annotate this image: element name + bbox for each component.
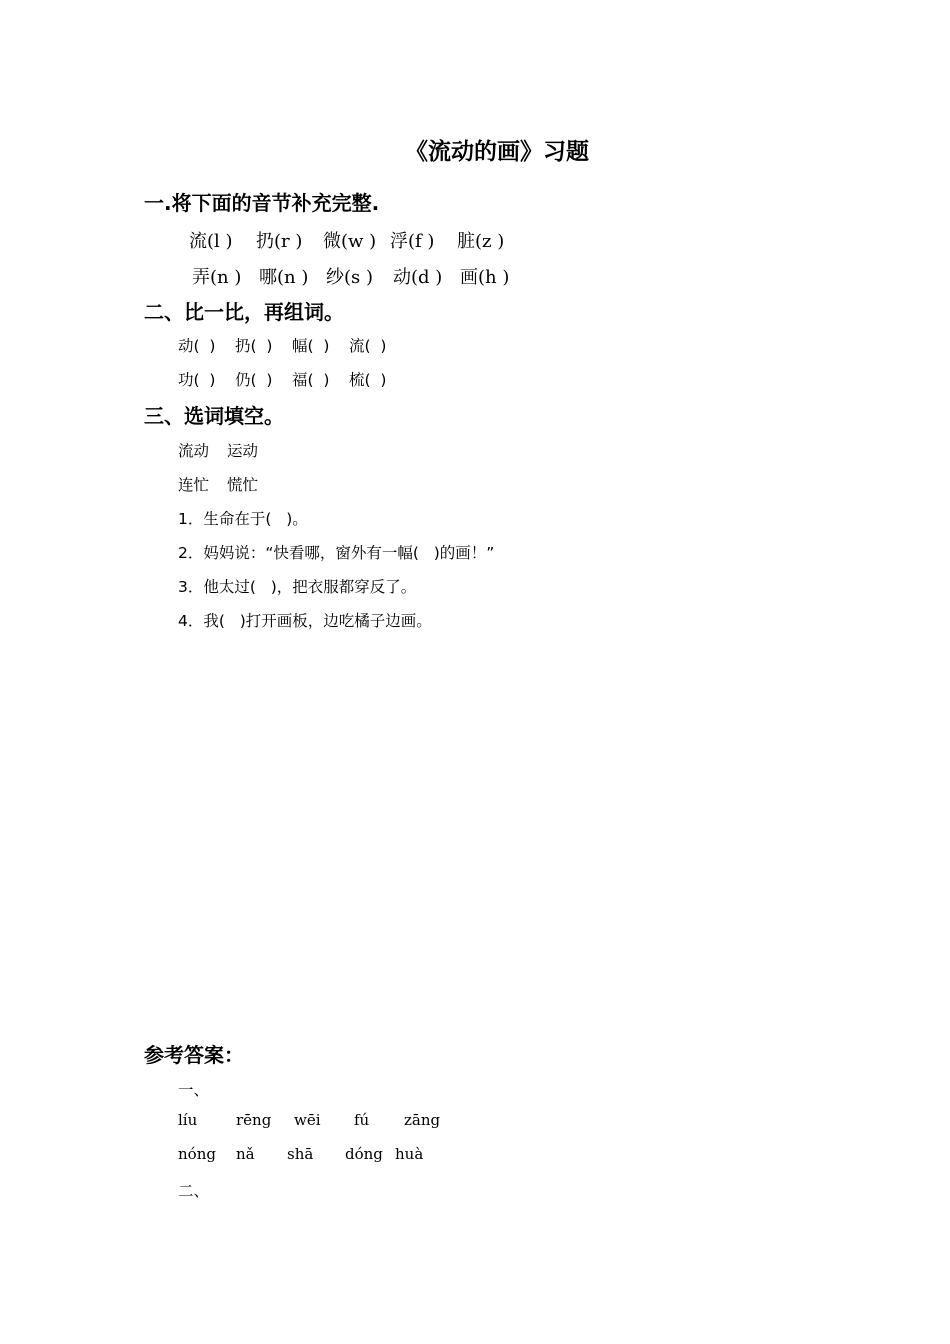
syllable-item: 哪(n ) [259, 267, 309, 288]
compare-item: 幅( ) [292, 337, 330, 355]
section2-heading: 二、比一比，再组词。 [144, 300, 344, 324]
syllable-item: 弄(n ) [192, 267, 242, 288]
compare-item: 扔( ) [235, 337, 273, 355]
syllable-item: 浮(f ) [390, 231, 435, 252]
compare-item: 梳( ) [349, 371, 387, 389]
pinyin-answer: zāng [404, 1111, 441, 1129]
question-1: 1．生命在于( )。 [178, 510, 308, 528]
syllable-item: 脏(z ) [457, 231, 505, 252]
word-option: 连忙 [178, 476, 210, 494]
syllable-item: 流(l ) [189, 231, 233, 252]
pinyin-answer: líu [178, 1111, 198, 1129]
pinyin-answer: nǎ [236, 1145, 255, 1163]
page-title: 《流动的画》习题 [405, 139, 589, 165]
section3-heading: 三、选词填空。 [144, 404, 284, 428]
compare-item: 功( ) [178, 371, 216, 389]
answers-part1-label: 一、 [178, 1081, 210, 1099]
question-2: 2．妈妈说：“快看哪，窗外有一幅( )的画！” [178, 544, 495, 562]
word-option: 运动 [227, 442, 259, 460]
pinyin-answer: wēi [294, 1111, 321, 1129]
compare-item: 流( ) [349, 337, 387, 355]
compare-item: 动( ) [178, 337, 216, 355]
word-option: 慌忙 [227, 476, 259, 494]
syllable-item: 画(h ) [460, 267, 510, 288]
answers-part2-label: 二、 [178, 1182, 210, 1200]
compare-item: 福( ) [292, 371, 330, 389]
answers-heading: 参考答案： [144, 1043, 244, 1067]
question-4: 4．我( )打开画板，边吃橘子边画。 [178, 612, 432, 630]
word-option: 流动 [178, 442, 210, 460]
pinyin-answer: shā [287, 1145, 314, 1163]
pinyin-answer: dóng [345, 1145, 383, 1163]
compare-item: 仍( ) [235, 371, 273, 389]
question-3: 3．他太过( )，把衣服都穿反了。 [178, 578, 417, 596]
syllable-item: 扔(r ) [256, 231, 303, 252]
pinyin-answer: rēng [236, 1111, 272, 1129]
syllable-item: 纱(s ) [326, 267, 374, 288]
pinyin-answer: huà [395, 1145, 424, 1163]
syllable-item: 微(w ) [323, 231, 377, 252]
pinyin-answer: nóng [178, 1145, 216, 1163]
syllable-item: 动(d ) [393, 267, 443, 288]
pinyin-answer: fú [354, 1111, 370, 1129]
section1-heading: 一.将下面的音节补充完整. [144, 191, 380, 215]
